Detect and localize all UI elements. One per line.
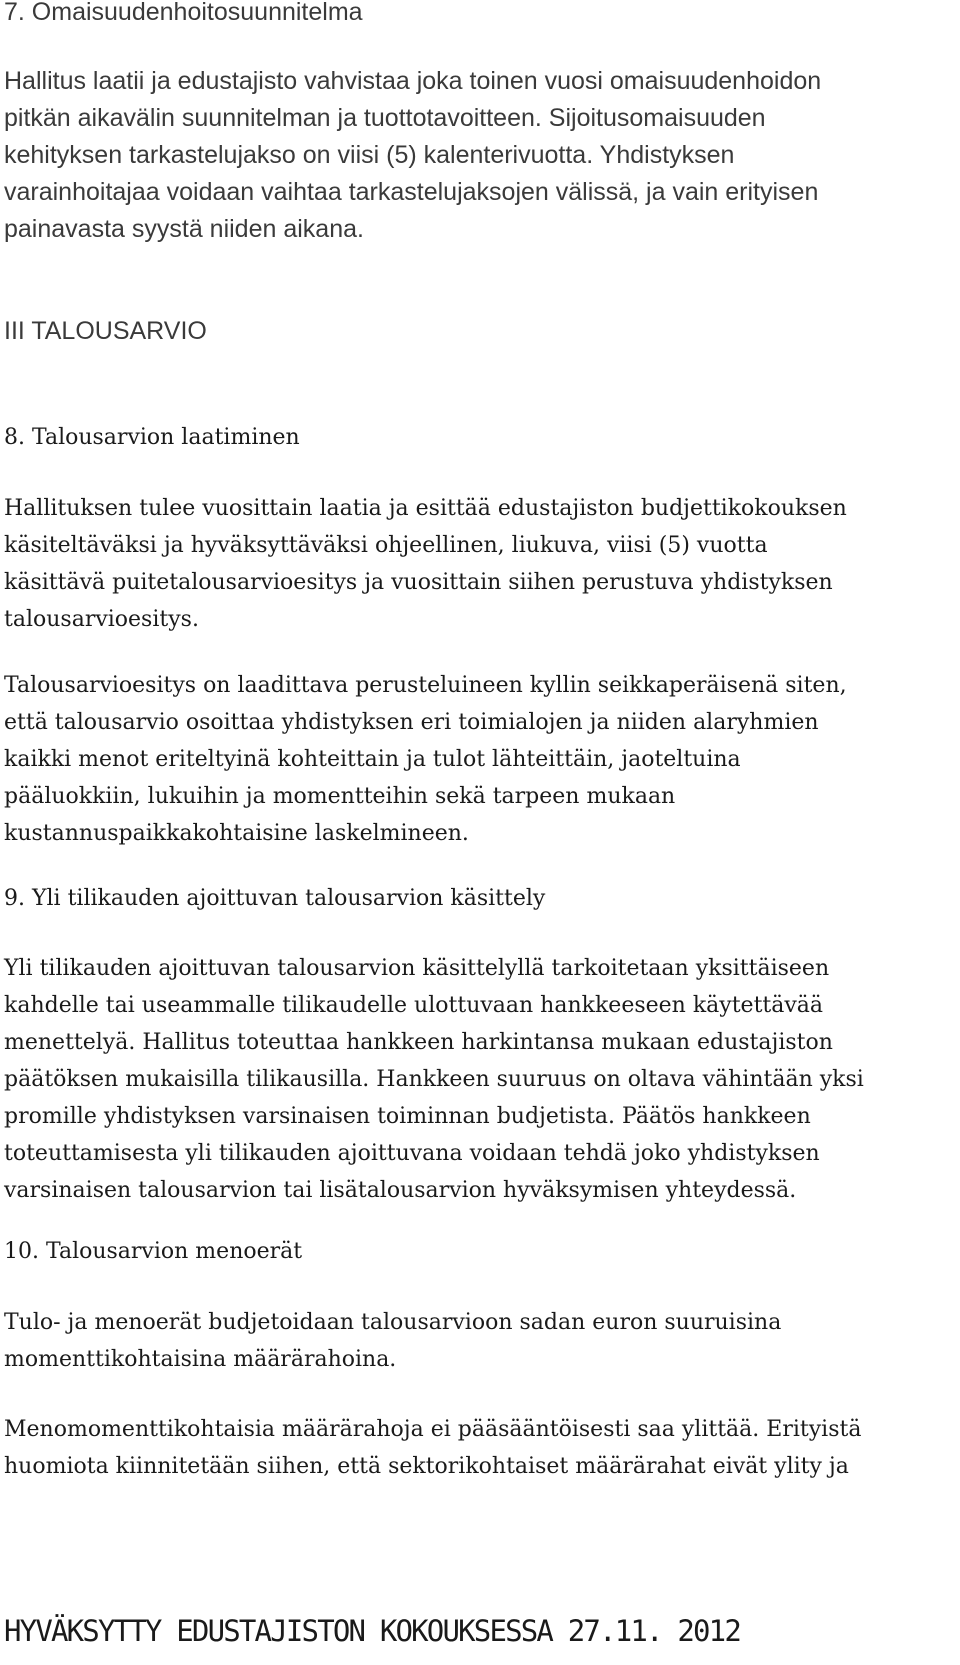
section-8-heading: 8. Talousarvion laatiminen bbox=[4, 425, 300, 450]
paragraph-line: pitkän aikavälin suunnitelman ja tuottotavoitteen. Sijoitusomaisuuden bbox=[4, 104, 766, 132]
section-10-heading: 10. Talousarvion menoerät bbox=[4, 1239, 303, 1264]
paragraph-line: Talousarvioesitys on laadittava perusteluineen kyllin seikkaperäisenä siten, bbox=[4, 673, 847, 698]
section-9-paragraph bbox=[4, 950, 954, 1209]
section-9-heading: 9. Yli tilikauden ajoittuvan talousarvion käsittely bbox=[4, 886, 546, 911]
paragraph-line: kehityksen tarkastelujakso on viisi (5) kalenterivuotta. Yhdistyksen bbox=[4, 141, 735, 169]
section-7-heading: 7. Omaisuudenhoitosuunnitelma bbox=[4, 0, 363, 26]
paragraph-line: varainhoitajaa voidaan vaihtaa tarkastelujaksojen välissä, ja vain erityisen bbox=[4, 178, 819, 206]
paragraph-line: Hallituksen tulee vuosittain laatia ja esittää edustajiston budjettikokouksen bbox=[4, 496, 847, 521]
paragraph-line: painavasta syystä niiden aikana. bbox=[4, 215, 364, 243]
paragraph-line: käsittävä puitetalousarvioesitys ja vuosittain siihen perustuva yhdistyksen bbox=[4, 570, 833, 595]
paragraph-line: Menomomenttikohtaisia määrärahoja ei pääsääntöisesti saa ylittää. Erityistä bbox=[4, 1417, 862, 1442]
paragraph-line: huomiota kiinnitetään siihen, että sektorikohtaiset määrärahat eivät ylity ja bbox=[4, 1454, 849, 1479]
paragraph-line: että talousarvio osoittaa yhdistyksen eri toimialojen ja niiden alaryhmien bbox=[4, 710, 819, 735]
section-8-paragraph-2 bbox=[4, 667, 954, 852]
section-7-paragraph bbox=[4, 63, 954, 248]
paragraph-line: kaikki menot eriteltyinä kohteittain ja tulot lähteittäin, jaoteltuina bbox=[4, 747, 741, 772]
approval-footer: HYVÄKSYTTY EDUSTAJISTON KOKOUKSESSA 27.11. 2012 bbox=[4, 1614, 740, 1648]
paragraph-line: Tulo- ja menoerät budjetoidaan talousarvioon sadan euron suuruisina bbox=[4, 1310, 782, 1335]
paragraph-line: toteuttamisesta yli tilikauden ajoittuvana voidaan tehdä joko yhdistyksen bbox=[4, 1141, 820, 1166]
section-8-paragraph-1 bbox=[4, 490, 954, 638]
paragraph-line: Yli tilikauden ajoittuvan talousarvion käsittelyllä tarkoitetaan yksittäiseen bbox=[4, 956, 830, 981]
section-10-paragraph-2 bbox=[4, 1411, 954, 1485]
paragraph-line: promille yhdistyksen varsinaisen toiminnan budjetista. Päätös hankkeen bbox=[4, 1104, 811, 1129]
paragraph-line: Hallitus laatii ja edustajisto vahvistaa joka toinen vuosi omaisuudenhoidon bbox=[4, 67, 822, 95]
chapter-3-heading: III TALOUSARVIO bbox=[4, 317, 207, 345]
paragraph-line: pääluokkiin, lukuihin ja momentteihin sekä tarpeen mukaan bbox=[4, 784, 676, 809]
section-10-paragraph-1 bbox=[4, 1304, 954, 1378]
paragraph-line: varsinaisen talousarvion tai lisätalousarvion hyväksymisen yhteydessä. bbox=[4, 1178, 797, 1203]
paragraph-line: talousarvioesitys. bbox=[4, 607, 199, 632]
paragraph-line: päätöksen mukaisilla tilikausilla. Hankkeen suuruus on oltava vähintään yksi bbox=[4, 1067, 864, 1092]
paragraph-line: momenttikohtaisina määrärahoina. bbox=[4, 1347, 397, 1372]
paragraph-line: kahdelle tai useammalle tilikaudelle ulottuvaan hankkeeseen käytettävää bbox=[4, 993, 824, 1018]
paragraph-line: kustannuspaikkakohtaisine laskelmineen. bbox=[4, 821, 469, 846]
paragraph-line: käsiteltäväksi ja hyväksyttäväksi ohjeellinen, liukuva, viisi (5) vuotta bbox=[4, 533, 768, 558]
paragraph-line: menettelyä. Hallitus toteuttaa hankkeen harkintansa mukaan edustajiston bbox=[4, 1030, 833, 1055]
